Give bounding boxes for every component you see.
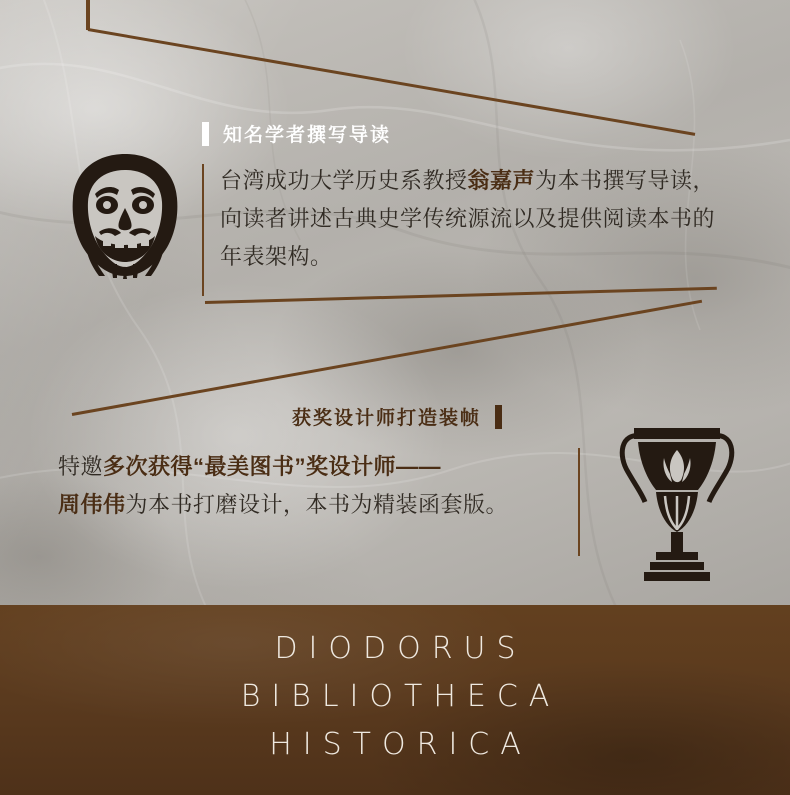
deco-line-top-left xyxy=(86,0,90,30)
section-intro-body: 台湾成功大学历史系教授翁嘉声为本书撰写导读，向读者讲述古典史学传统源流以及提供阅读本书的年表架构。 xyxy=(220,168,716,269)
scholar-name: 翁嘉声 xyxy=(467,168,536,193)
greek-mask-icon xyxy=(55,150,195,280)
footer-title xyxy=(0,625,790,769)
footer-title-line-3: HISTORICA xyxy=(269,727,532,762)
footer-title-line-1: DIODORUS xyxy=(274,631,527,666)
award-phrase: 多次获得“最美图书”奖设计师—— xyxy=(103,454,442,479)
designer-name: 周伟伟 xyxy=(58,492,126,517)
section-intro-vertical-rule xyxy=(202,164,204,296)
section-design-heading: 获奖设计师打造装帧 xyxy=(292,408,482,429)
footer-title-line-2: BIBLIOTHECA xyxy=(240,679,561,714)
heading-marker-bar xyxy=(202,122,209,146)
section-intro-heading: 知名学者撰写导读 xyxy=(223,125,392,146)
section-design-body: 特邀多次获得“最美图书”奖设计师—— 周伟伟为本书打磨设计，本书为精装函套版。 xyxy=(58,454,509,517)
section-intro-heading-row xyxy=(202,120,391,147)
heading-marker-bar xyxy=(495,405,502,429)
trophy-cup-icon xyxy=(612,398,742,598)
section-design-heading-row xyxy=(292,403,502,430)
section-design-vertical-rule xyxy=(578,448,580,556)
